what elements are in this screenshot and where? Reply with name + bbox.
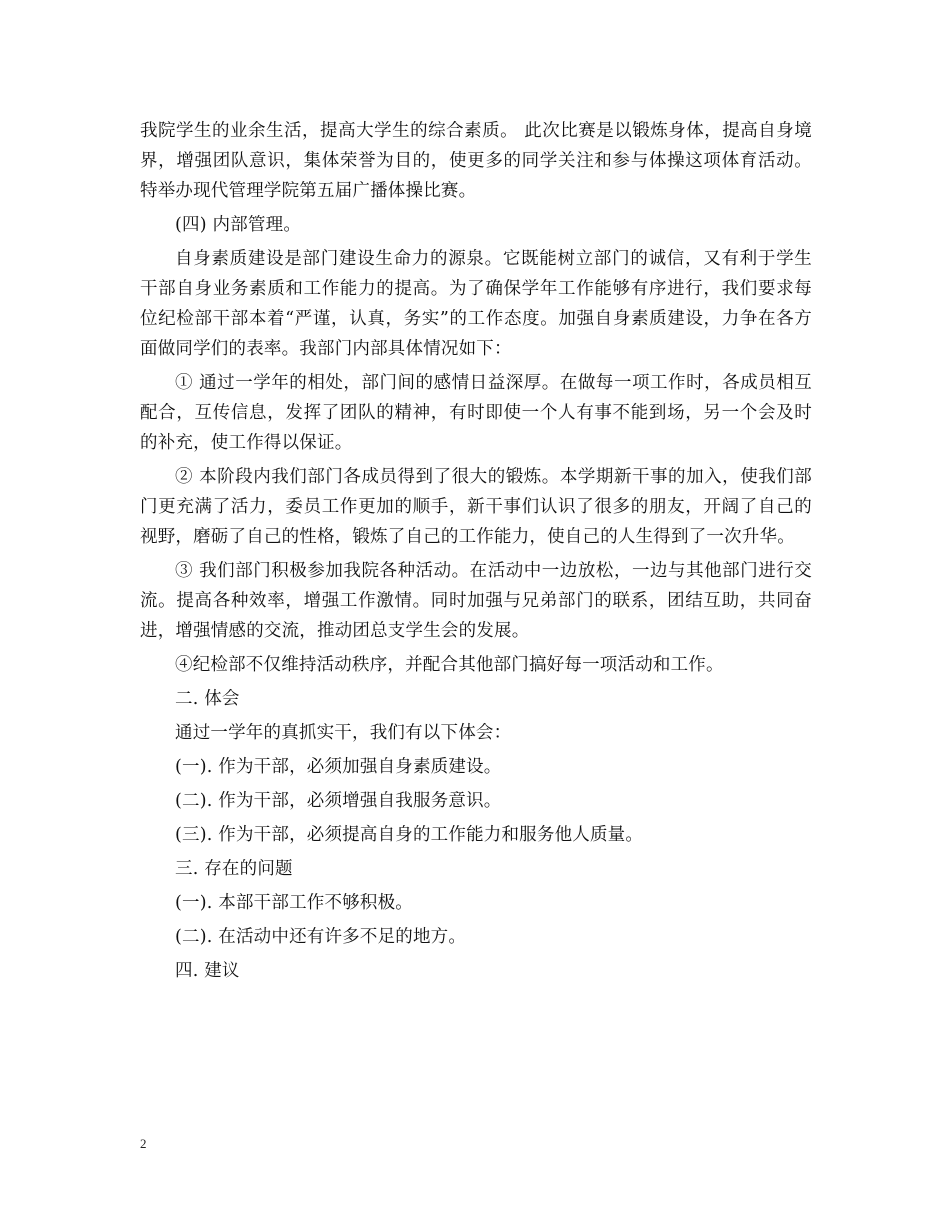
list-item-point-1: ① 通过一学年的相处，部门间的感情日益深厚。在做每一项工作时，各成员相互配合，互传信息，发挥了团队的精神，有时即使一个人有事不能到场，另一个会及时的补充，使工作得以保证。 (140, 373, 812, 453)
section-heading-suggestions: 四. 建议 (175, 961, 240, 981)
list-item-point-4: ④纪检部不仅维持活动秩序，并配合其他部门搞好每一项活动和工作。 (175, 655, 724, 675)
page-number: 2 (140, 1136, 147, 1151)
section-heading-internal-management: (四) 内部管理。 (175, 215, 302, 235)
paragraph-sports-event-purpose: 我院学生的业余生活，提高大学生的综合素质。 此次比赛是以锻炼身体，提高自身境界，增强团队意识，集体荣誉为目的，使更多的同学关注和参与体操这项体育活动。特举办现代管理学院第五届广播体操比赛。 (140, 121, 812, 201)
list-item-point-3: ③ 我们部门积极参加我院各种活动。在活动中一边放松，一边与其他部门进行交流。提高各种效率，增强工作激情。同时加强与兄弟部门的联系，团结互助，共同奋进，增强情感的交流，推动团总支学生会的发展。 (140, 561, 812, 641)
problem-item-1: (一). 本部干部工作不够积极。 (175, 893, 413, 913)
paragraph-experience-intro: 通过一学年的真抓实干，我们有以下体会： (175, 723, 512, 743)
problem-item-2: (二). 在活动中还有许多不足的地方。 (175, 927, 467, 947)
section-heading-problems: 三. 存在的问题 (175, 859, 293, 879)
section-heading-experience: 二. 体会 (175, 689, 240, 709)
document-body (140, 116, 812, 986)
list-item-point-2: ② 本阶段内我们部门各成员得到了很大的锻炼。本学期新干事的加入，使我们部门更充满了活力，委员工作更加的顺手，新干事们认识了很多的朋友，开阔了自己的视野，磨砺了自己的性格，锻炼了自己的工作能力，使自己的人生得到了一次升华。 (140, 467, 812, 547)
experience-item-1: (一). 作为干部，必须加强自身素质建设。 (175, 757, 502, 777)
paragraph-self-quality-building: 自身素质建设是部门建设生命力的源泉。它既能树立部门的诚信，又有利于学生干部自身业务素质和工作能力的提高。为了确保学年工作能够有序进行，我们要求每位纪检部干部本着“严谨，认真，务实”的工作态度。加强自身素质建设，力争在各方面做同学们的表率。我部门内部具体情况如下： (140, 249, 812, 359)
experience-item-3: (三). 作为干部，必须提高自身的工作能力和服务他人质量。 (175, 825, 644, 845)
experience-item-2: (二). 作为干部，必须增强自我服务意识。 (175, 791, 502, 811)
